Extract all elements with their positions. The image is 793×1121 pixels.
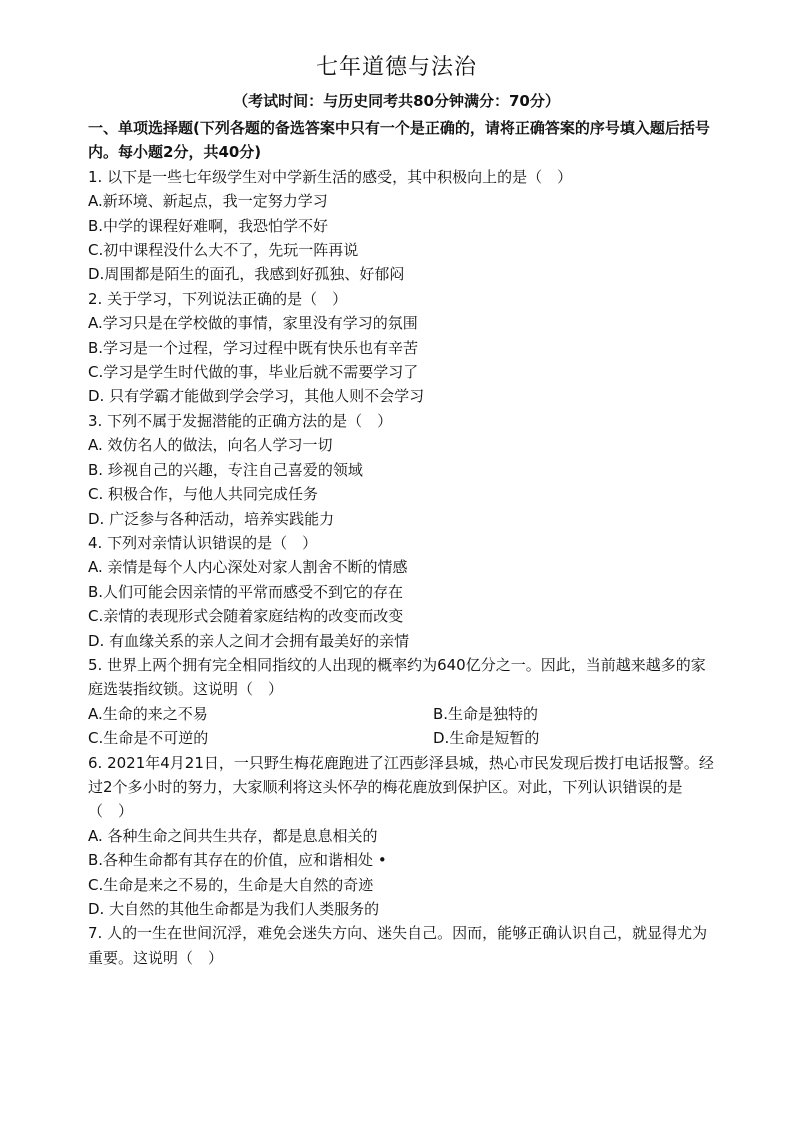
question-7 bbox=[88, 921, 716, 970]
question-stem: 4. 下列对亲情认识错误的是（ ） bbox=[88, 533, 318, 552]
exam-title: 七年道德与法治 bbox=[315, 55, 477, 80]
option-c: C.学习是学生时代做的事，毕业后就不需要学习了 bbox=[88, 363, 419, 382]
option-c: C. 积极合作，与他人共同完成任务 bbox=[88, 485, 319, 504]
question-1 bbox=[88, 165, 716, 287]
option-row bbox=[88, 702, 716, 726]
question-4 bbox=[88, 531, 716, 653]
option-a: A.学习只是在学校做的事情，家里没有学习的氛围 bbox=[88, 314, 418, 333]
option-c: C.生命是不可逆的 bbox=[88, 729, 209, 748]
option-a: A.新环境、新起点，我一定努力学习 bbox=[88, 192, 328, 211]
option-a: A. 效仿名人的做法，向名人学习一切 bbox=[88, 436, 333, 455]
exam-subtitle: （考试时间：与历史同考共80分钟满分：70分） bbox=[233, 92, 560, 110]
option-b: B.中学的课程好难啊，我恐怕学不好 bbox=[88, 216, 329, 235]
question-6 bbox=[88, 751, 716, 922]
exam-content bbox=[88, 116, 716, 970]
option-row bbox=[88, 726, 716, 750]
option-d: D.周围都是陌生的面孔，我感到好孤独、好郁闷 bbox=[88, 265, 405, 284]
question-2 bbox=[88, 287, 716, 409]
question-stem: 1. 以下是一些七年级学生对中学新生活的感受，其中积极向上的是（ ） bbox=[88, 167, 573, 186]
question-stem: 6. 2021年4月21日，一只野生梅花鹿跑进了江西彭泽县城，热心市民发现后拨打电话报警。经过2个多小时的努力，大家顺利将这头怀孕的梅花鹿放到保护区。对此，下列认识错误的是（ ） bbox=[88, 753, 714, 821]
option-b: B.学习是一个过程，学习过程中既有快乐也有辛苦 bbox=[88, 338, 419, 357]
option-d: D.生命是短暂的 bbox=[433, 729, 540, 748]
option-a: A.生命的来之不易 bbox=[88, 704, 208, 723]
section-heading: 一、单项选择题(下列各题的备选答案中只有一个是正确的，请将正确答案的序号填入题后括号内。每小题2分，共40分) bbox=[88, 119, 710, 162]
option-b: B.生命是独特的 bbox=[433, 704, 539, 723]
option-c: C.亲情的表现形式会随着家庭结构的改变而改变 bbox=[88, 607, 404, 626]
question-stem: 7. 人的一生在世间沉浮，难免会迷失方向、迷失自己。因而，能够正确认识自己，就显得尤为重要。这说明（ ） bbox=[88, 924, 708, 967]
option-c: C.初中课程没什么大不了，先玩一阵再说 bbox=[88, 241, 359, 260]
option-d: D. 有血缘关系的亲人之间才会拥有最美好的亲情 bbox=[88, 631, 410, 650]
option-c: C.生命是来之不易的，生命是大自然的奇迹 bbox=[88, 875, 374, 894]
option-d: D. 大自然的其他生命都是为我们人类服务的 bbox=[88, 900, 380, 918]
question-stem: 2. 关于学习，下列说法正确的是（ ） bbox=[88, 289, 348, 308]
question-5 bbox=[88, 653, 716, 751]
option-a: A. 各种生命之间共生共存，都是息息相关的 bbox=[88, 826, 378, 845]
option-d: D. 只有学霸才能做到学会学习，其他人则不会学习 bbox=[88, 387, 425, 406]
question-stem: 5. 世界上两个拥有完全相同指纹的人出现的概率约为640亿分之一。因此，当前越来越多的家庭选装指纹锁。这说明（ ） bbox=[88, 655, 706, 699]
question-3 bbox=[88, 409, 716, 531]
option-a: A. 亲情是每个人内心深处对家人割舍不断的情感 bbox=[88, 558, 408, 577]
option-b: B.人们可能会因亲情的平常而感受不到它的存在 bbox=[88, 582, 404, 601]
question-stem: 3. 下列不属于发掘潜能的正确方法的是（ ） bbox=[88, 411, 393, 430]
option-b: B.各种生命都有其存在的价值，应和谐相处 • bbox=[88, 851, 387, 870]
option-d: D. 广泛参与各种活动，培养实践能力 bbox=[88, 509, 335, 528]
option-b: B. 珍视自己的兴趣，专注自己喜爱的领域 bbox=[88, 460, 363, 479]
